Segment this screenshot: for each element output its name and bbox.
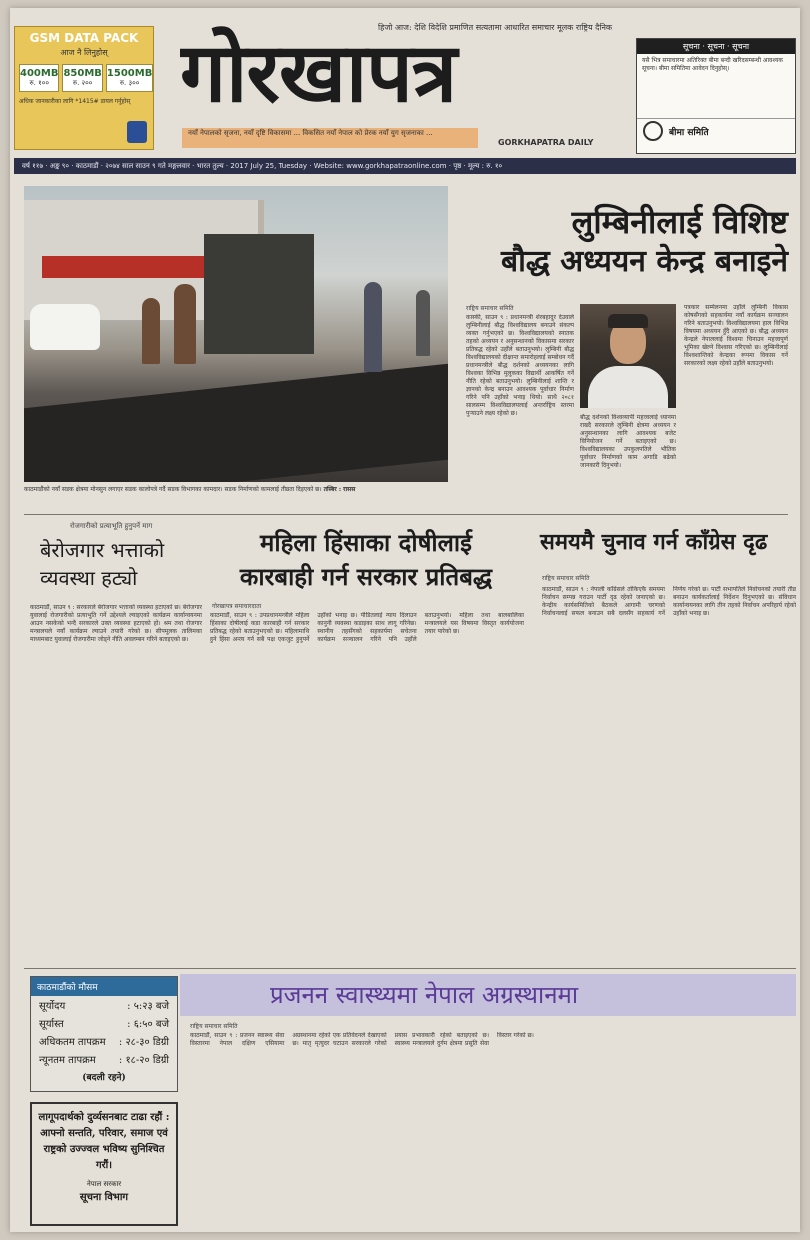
- weather-label: सूर्योदय: [39, 1001, 66, 1012]
- pack-price: रु. २००: [72, 79, 93, 87]
- road-paving-photo: [24, 186, 448, 482]
- unemp-headline[interactable]: बेरोजगार भत्ताको व्यवस्था हट्यो: [40, 538, 165, 590]
- lead-headline-line2: बौद्ध अध्ययन केन्द्र बनाइने: [500, 244, 788, 279]
- portrait-cap: [608, 314, 648, 328]
- weather-row: [31, 1050, 177, 1068]
- portrait-coat: [588, 366, 668, 408]
- ad-footer: अधिक जानकारीका लागि *1415# डायल गर्नुहोस्: [19, 98, 131, 105]
- health-headline[interactable]: प्रजनन स्वास्थ्यमा नेपाल अग्रस्थानमा: [270, 981, 579, 1009]
- health-byline: राष्ट्रिय समाचार समिति: [190, 1023, 238, 1030]
- newspaper-page: [10, 8, 800, 1232]
- newspaper-logo: गोरखापत्र: [180, 26, 457, 121]
- caption-text: काठमाडौंको नयाँ सडक क्षेत्रमा मोनसुन लगाएर सडक कालोपत्रे गर्दै सडक विभागका कामदार। सडक निर्माणको कामलाई तीव्रता दिइएको छ।: [24, 486, 322, 493]
- data-pack-ad[interactable]: [14, 26, 154, 150]
- weather-title: काठमाडौंको मौसम: [31, 977, 177, 996]
- notice-body: यसै भित्र समाचारमा अतिरिक्त बीमा बन्दी खरिदसम्बन्धी आवश्यक सूचना। बीमा समितिमा आवेदन दिनुहोस्।: [642, 57, 784, 72]
- weather-label: सूर्यास्त: [39, 1019, 64, 1030]
- section-divider: [24, 968, 796, 969]
- pack-size: 850MB: [63, 68, 102, 79]
- women-headline-line2: कारबाही गर्न सरकार प्रतिबद्ध: [239, 563, 493, 591]
- logo-english: GORKHAPATRA DAILY: [498, 138, 594, 147]
- notice-org: सूचना विभाग: [79, 1192, 129, 1203]
- pack-list: [19, 64, 153, 92]
- photo-worker: [364, 282, 382, 372]
- lead-headline[interactable]: [458, 202, 788, 282]
- pack-size: 1500MB: [106, 68, 153, 79]
- lead-column-1: कास्की, साउन ९ : प्रधानमन्त्री शेरबहादुर देउवाले लुम्बिनीलाई बौद्ध विश्वविद्यालय बनाउने संकल्प व्यक्त गर्नुभएको छ। विश्वविद्यालयको स्नातक तहको अध्ययन र अनुसन्धानको विकासमा सरकार प्रतिबद्ध रहेको उहाँले बताउनुभयो। लुम्बिनी बौद्ध विश्वविद्यालयको दीक्षान्त समारोहलाई सम्बोधन गर्दै प्रधानमन्त्रीले बौद्ध दर्शनको अध्ययनका लागि विश्वका विभिन्न मुलुकका विद्यार्थी आकर्षित गर्ने नीति रहेको बताउनुभयो। लुम्बिनीलाई शान्ति र ज्ञानको केन्द्र बनाउन आवश्यक पूर्वाधार निर्माण गरिने पनि उहाँको भनाइ थियो। साथै २०८१ सालसम्म विश्वविद्यालयलाई अन्तर्राष्ट्रिय स्तरमा पुर्‍याउने लक्ष्य रहेको छ।: [466, 314, 574, 417]
- weather-row: [31, 996, 177, 1014]
- ad-subtitle: आज नै लिनुहोस्: [60, 48, 108, 57]
- lead-column-2: बौद्ध दर्शनको विश्वव्यापी महत्त्वलाई ध्यानमा राख्दै सरकारले लुम्बिनी क्षेत्रमा अध्ययन र अनुसन्धानका लागि आवश्यक बजेट विनियोजन गर्ने बताइएको छ। विश्वविद्यालयका उपकुलपतिले भौतिक पूर्वाधार निर्माणको काम अगाडि बढेको जानकारी दिनुभयो।: [580, 414, 676, 469]
- photo-car: [30, 304, 100, 350]
- weather-value: : २८-३० डिग्री: [118, 1037, 169, 1048]
- notice-header: सूचना · सूचना · सूचना: [637, 39, 795, 54]
- weather-label: न्यूनतम तापक्रम: [39, 1055, 96, 1066]
- weather-value: : ५:२३ बजे: [127, 1001, 169, 1012]
- pack-size: 400MB: [20, 68, 59, 79]
- lead-byline: राष्ट्रिय समाचार समिति: [466, 305, 514, 312]
- health-body: काठमाडौं, साउन ९ : प्रजनन स्वास्थ्य सेवा विस्तारमा नेपाल दक्षिण एसियामा अग्रस्थानमा रहेको एक प्रतिवेदनले देखाएको छ। मातृ मृत्युदर घटाउन सरकारले गरेको प्रयास प्रभावकारी रहेको बताइएको छ। स्वास्थ्य मन्त्रालयले दुर्गम क्षेत्रमा प्रसूति सेवा विस्तार गरेको छ।: [190, 1032, 534, 1047]
- dateline-bar: वर्ष ११७ · अङ्क ९० · काठमाडौं · २०७४ साल साउन ९ गते मङ्गलवार · भारत तुल्य · 2017 July 25, Tuesday · Website: www.gorkhapatraonline.com · पृष्ठ · मूल्य : रु. १०: [14, 158, 796, 174]
- pack-price: रु. ३००: [119, 79, 140, 87]
- photo-road: [24, 364, 448, 482]
- notice-text: लागूपदार्थको दुर्व्यसनबाट टाढा रहौं : आफ्नो सन्तति, परिवार, समाज एवं राष्ट्रको उज्ज्वल भविष्य सुनिश्चित गरौं।: [38, 1112, 170, 1171]
- women-headline[interactable]: [208, 526, 524, 594]
- pack-price: रु. १००: [29, 79, 49, 87]
- weather-row: [31, 1014, 177, 1032]
- congress-byline: राष्ट्रिय समाचार समिति: [542, 575, 590, 582]
- pack-option: [106, 64, 153, 92]
- photo-credit: तस्बिर : रासस: [323, 486, 356, 493]
- unemp-body: काठमाडौं, साउन ९ : सरकारले बेरोजगार भत्ताको व्यवस्था हटाएको छ। बेरोजगार युवालाई रोजगारीको प्रत्याभूति गर्ने उद्देश्यले ल्याइएको कार्यक्रम कार्यान्वयनमा आउन नसकेको भन्दै सरकारले उक्त व्यवस्था हटाएको हो। श्रम तथा रोजगार मन्त्रालयले नयाँ कार्यक्रम ल्याउने तयारी गरेको छ। सीपमूलक तालिमका माध्यमबाट युवालाई रोजगारीमा जोड्ने नीति अवलम्बन गरिने बताइएको छ।: [30, 604, 202, 643]
- public-notice: [30, 1102, 178, 1226]
- emblem-icon: [643, 121, 663, 141]
- notice-sub: नेपाल सरकार: [86, 1180, 122, 1188]
- photo-worker: [416, 290, 430, 356]
- women-body: काठमाडौं, साउन ९ : उपप्रधानमन्त्रीले महिला हिंसाका दोषीलाई कडा कारबाही गर्न सरकार प्रतिबद्ध रहेको बताउनुभएको छ। महिलामाथि हुने हिंसा अन्त्य गर्न सबै पक्ष एकजुट हुनुपर्ने उहाँको भनाइ छ। पीडितलाई न्याय दिलाउन कानुनी व्यवस्था कडाइका साथ लागू गरिनेछ। स्थानीय तहसँगको सहकार्यमा सचेतना कार्यक्रम सञ्चालन गरिने पनि उहाँले बताउनुभयो। महिला तथा बालबालिका मन्त्रालयले यस विषयमा विस्तृत कार्ययोजना तयार पारेको छ।: [210, 612, 524, 643]
- weather-box: [30, 976, 178, 1092]
- notice-footer: [637, 118, 795, 143]
- women-byline: गोरखापत्र समाचारदाता: [212, 603, 262, 610]
- photo-worker: [142, 298, 160, 364]
- lead-column-3: पत्रकार सम्मेलनमा उहाँले लुम्बिनी विकास कोषसँगको सहकार्यमा नयाँ कार्यक्रम सञ्चालन गरिने बताउनुभयो। विश्वविद्यालयमा हाल विभिन्न विषयमा अध्ययन हुँदै आएको छ। बौद्ध अध्ययन केन्द्रले नेपाललाई विश्वमा चिनाउन महत्त्वपूर्ण भूमिका खेल्ने विश्वास गरिएको छ। लुम्बिनीलाई विश्वशान्तिको केन्द्रका रूपमा विकास गर्ने सरकारको लक्ष्य रहेको उहाँले बताउनुभयो।: [684, 304, 788, 367]
- weather-value: : १८-२० डिग्री: [118, 1055, 169, 1066]
- women-headline-line1: महिला हिंसाका दोषीलाई: [260, 529, 472, 557]
- telecom-logo-icon: [127, 121, 147, 143]
- pack-option: [19, 64, 59, 92]
- congress-body: काठमाडौं, साउन ९ : नेपाली काँग्रेसले तोकिएकै समयमा निर्वाचन सम्पन्न गराउन पार्टी दृढ रहेको जनाएको छ। केन्द्रीय कार्यसमितिको बैठकले आगामी चरणको निर्वाचनलाई सफल बनाउन सबै दलसँग सहकार्य गर्ने निर्णय गरेको छ। पार्टी सभापतिले निर्वाचनको तयारी तीव्र बनाउन कार्यकर्तालाई निर्देशन दिनुभएको छ। संविधान कार्यान्वयनका लागि तीन तहको निर्वाचन अपरिहार्य रहेको उहाँको भनाइ छ।: [542, 586, 796, 617]
- prime-minister-portrait: [580, 304, 676, 408]
- weather-note: (बदली रहने): [82, 1073, 126, 1083]
- pack-option: [62, 64, 102, 92]
- masthead-tagline: हिजो आज: देशि विदेशि प्रमाणित सत्यतामा आधारित समाचार मूलक राष्ट्रिय दैनिक: [378, 23, 613, 32]
- photo-caption: [24, 486, 448, 494]
- slogan-strip: नयाँ नेपालको सृजना, नयाँ दृष्टि विकासमा ... विकसित नयाँ नेपाल को प्रेरक नयाँ युग सृजनाका ...: [182, 128, 478, 148]
- lead-headline-line1: लुम्बिनीलाई विशिष्ट: [571, 203, 788, 241]
- weather-row: [31, 1032, 177, 1050]
- photo-worker: [174, 284, 196, 364]
- weather-value: : ६:५० बजे: [127, 1019, 169, 1030]
- ad-title: GSM DATA PACK: [29, 31, 139, 45]
- unemp-kicker: रोजगारीको प्रत्याभूति हुनुपर्ने माग: [70, 522, 153, 530]
- congress-headline[interactable]: समयमै चुनाव गर्न काँग्रेस दृढ: [540, 530, 768, 555]
- notice-org: बीमा समिति: [669, 127, 709, 138]
- insurance-notice-ad[interactable]: [636, 38, 796, 154]
- photo-paver-machine: [204, 234, 314, 354]
- weather-label: अधिकतम तापक्रम: [39, 1037, 106, 1048]
- section-divider: [24, 514, 788, 515]
